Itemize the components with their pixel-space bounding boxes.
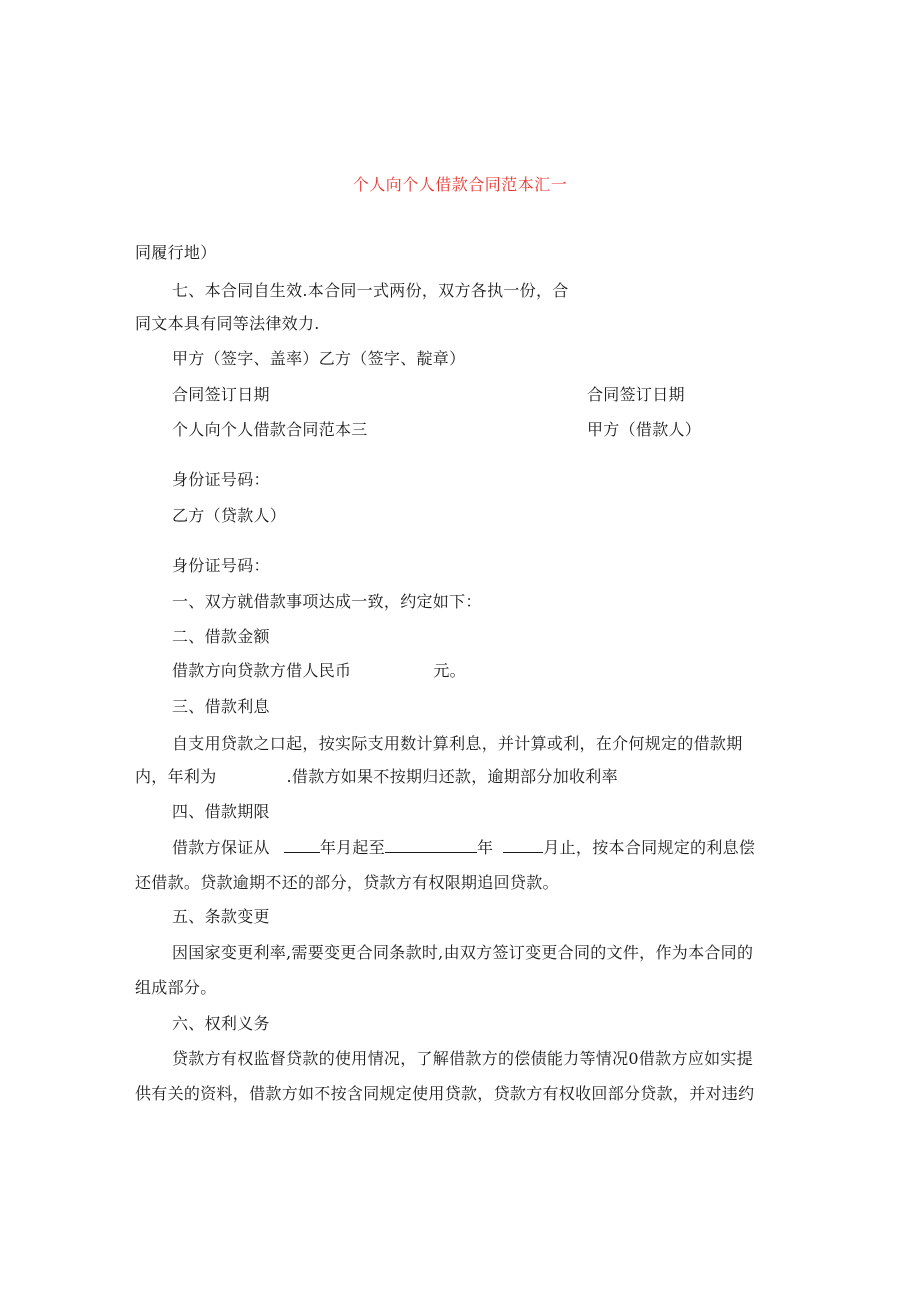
document-title: 个人向个人借款合同范本汇一 <box>352 175 568 194</box>
clause-two-heading: 二、借款金额 <box>172 627 270 646</box>
text-line: 供有关的资料，借款方如不按含同规定使用贷款，贷款方有权收回部分贷款，并对违约 <box>135 1084 755 1103</box>
text-line: 同履行地） <box>135 243 217 262</box>
sign-date-row <box>172 384 772 406</box>
text-line: 同文本具有同等法律效力. <box>135 314 320 333</box>
clause-seven: 七、本合同自生效.本合同一式两份，双方各执一份，合 <box>172 281 569 300</box>
clause-three-heading: 三、借款利息 <box>172 697 270 716</box>
clause-five-heading: 五、条款变更 <box>172 907 270 926</box>
blank-underline <box>284 838 320 853</box>
contract-three-header-row <box>172 419 772 441</box>
sign-date-party-b: 合同签订日期 <box>587 385 685 404</box>
loan-term-line: 借款方保证从 年月起至 年 月止，按本合同规定的利息偿 <box>172 838 756 857</box>
clause-four-heading: 四、借款期限 <box>172 802 270 821</box>
interest-rate-line: 内，年利为 .借款方如果不按期归还款，逾期部分加收利率 <box>135 767 618 786</box>
blank-underline <box>385 838 477 853</box>
text-line: 因国家变更利率,需要变更合同条款时,由双方签订变更合同的文件，作为本合同的 <box>172 943 754 962</box>
signature-line: 甲方（签字、盖率）乙方（签字、靛章） <box>172 349 466 368</box>
contract-three-title: 个人向个人借款合同范本三 <box>172 420 368 439</box>
id-number-label: 身份证号码： <box>172 470 270 489</box>
text-line: 还借款。贷款逾期不还的部分，贷款方有权限期追回贷款。 <box>135 873 559 892</box>
clause-one: 一、双方就借款事项达成一致，约定如下： <box>172 592 482 611</box>
party-b-lender: 乙方（贷款人） <box>172 506 287 525</box>
text-line: 贷款方有权监督贷款的使用情况，了解借款方的偿债能力等情况0借款方应如实提 <box>172 1049 753 1068</box>
sign-date-party-a: 合同签订日期 <box>172 385 270 404</box>
clause-six-heading: 六、权利义务 <box>172 1014 270 1033</box>
party-a-borrower: 甲方（借款人） <box>587 420 702 439</box>
id-number-label: 身份证号码： <box>172 556 270 575</box>
blank-underline <box>503 838 543 853</box>
loan-amount-line: 借款方向贷款方借人民币 元。 <box>172 661 466 680</box>
text-line: 组成部分。 <box>135 978 217 997</box>
text-line: 自支用贷款之口起，按实际支用数计算利息，并计算或利，在介何规定的借款期 <box>172 734 743 753</box>
